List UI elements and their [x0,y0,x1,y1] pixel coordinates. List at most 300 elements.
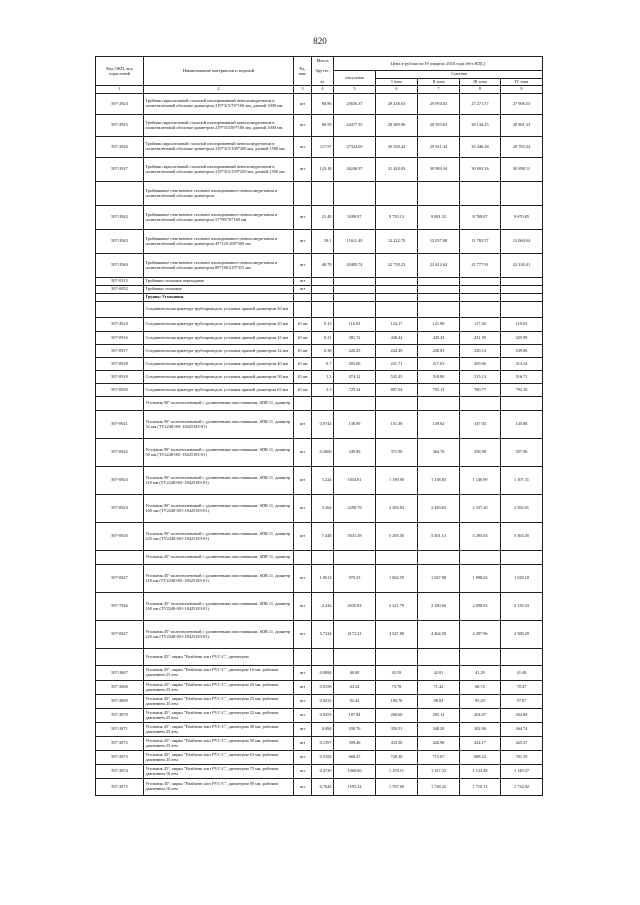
row-unit: шт [294,666,312,681]
table-row [96,551,543,565]
row-mass: 0.0744 [312,411,334,439]
row-name: Тройниковое ответвление стальное изолированное пенополиуретаном в полиэтиленовой оболочке диаметром 45*125/108*200 мм [144,230,294,254]
row-price-zone-3: 688.22 [460,751,501,765]
row-price-opt: 330.76 [334,723,376,737]
row-price-zone-3: 431.59 [460,332,501,345]
row-price-zone-4: 425.37 [501,737,543,751]
row-code: 507-2870 [96,709,144,723]
header-opt: отпускная [334,71,376,86]
row-price-opt [334,649,376,666]
table-row [96,137,543,158]
row-code: 507-2926 [96,137,144,158]
row-price-zone-2: 9 681.52 [418,206,460,230]
row-code: 507-2874 [96,765,144,779]
row-price-zone-2: 348.20 [418,723,460,737]
row-code: 507-2924 [96,94,144,115]
row-name: Соединительная арматура трубопроводов: угольник прямой диаметром 50 мм [144,371,294,384]
row-code: 507-2927 [96,158,144,182]
row-price-zone-4: 1 028.18 [501,565,543,593]
row-price-zone-2: 1 147.33 [418,765,460,779]
row-price-zone-4: 2 139.33 [501,593,543,621]
row-code: 507-2869 [96,695,144,709]
row-price-opt: 20485.74 [334,254,376,278]
row-price-zone-3: 8 768.67 [460,206,501,230]
row-price-zone-4: 364.74 [501,723,543,737]
row-price-zone-1: 371.96 [376,439,418,467]
table-row [96,523,543,551]
row-price-zone-4 [501,302,543,318]
row-price-zone-3: 230.14 [460,345,501,358]
row-mass: 0.38 [312,345,334,358]
row-price-zone-1: 1 767.69 [376,779,418,796]
row-code: 507-2943 [96,230,144,254]
row-price-zone-1: 350.51 [376,723,418,737]
row-price-zone-1 [376,551,418,565]
row-price-opt: 203.00 [334,358,376,371]
row-price-zone-1: 206.60 [376,709,418,723]
table-row [96,495,543,523]
row-price-zone-1 [376,302,418,318]
table-row [96,332,543,345]
row-price-zone-1 [376,182,418,206]
row-price-zone-2: 22 412.62 [418,254,460,278]
row-price-zone-3: 21 777.91 [460,254,501,278]
row-code: 507-2925 [96,115,144,137]
row-price-zone-4: 70.47 [501,681,543,695]
row-price-opt: 4172.31 [334,621,376,649]
row-mass: 69.59 [312,115,334,137]
row-mass [312,397,334,411]
row-price-zone-4: 9 670.85 [501,206,543,230]
row-unit: шт [294,737,312,751]
row-name: Угольник 90° полиэтиленовый с удлиненными хвостовиками, SDR 11, диаметр 50 мм (ТУ2248-001-18425183-01) [144,439,294,467]
table-row [96,294,543,302]
row-unit: шт [294,206,312,230]
row-mass: 117.97 [312,137,334,158]
row-name: Угольник 45°, марка "Friatherm starr PVC-C", диаметром 40 мм, рабочим давлением 25 атм [144,723,294,737]
row-price-opt: 116.92 [334,318,376,332]
row-price-zone-4: 119.63 [501,318,543,332]
row-price-zone-3: 424.17 [460,737,501,751]
row-code [96,302,144,318]
row-price-zone-4: 792.16 [501,384,543,397]
row-price-zone-3: 28 144.25 [460,115,501,137]
row-code: 507-0926 [96,523,144,551]
row-price-zone-1 [376,397,418,411]
header-zone-1: I зона [376,79,418,86]
row-price-zone-4: 28 861.33 [501,115,543,137]
row-price-zone-1: 43.59 [376,666,418,681]
col-index: 4 [312,86,334,94]
table-row [96,278,543,286]
row-code: 507-2942 [96,206,144,230]
row-mass: 0.4729 [312,765,334,779]
row-price-opt: 92.44 [334,695,376,709]
row-price-zone-3: 147.04 [460,411,501,439]
row-price-zone-2: 1 748.42 [418,779,460,796]
row-mass: 29.1 [312,230,334,254]
row-price-zone-4: 22 330.41 [501,254,543,278]
row-mass [312,551,334,565]
row-price-opt: 24477.35 [334,115,376,137]
row-price-zone-3: 41.29 [460,666,501,681]
row-mass: 0.0453 [312,709,334,723]
row-code: 507-4914 [96,318,144,332]
row-price-zone-4: 2 392.91 [501,495,543,523]
row-name: Соединительная арматура трубопроводов: угольник прямой диаметром 63 мм [144,384,294,397]
row-price-opt: 2298.78 [334,495,376,523]
table-row [96,695,543,709]
row-code: 507-2872 [96,737,144,751]
row-code: 507-2875 [96,779,144,796]
row-price-opt: 381.72 [334,332,376,345]
row-code: 507-0918 [96,358,144,371]
row-name: Тройники стальные [144,286,294,294]
row-price-zone-3: 30 693.36 [460,158,501,182]
col-index: 7 [418,86,460,94]
row-price-zone-3 [460,397,501,411]
row-name: Угольник 45°, марка "Friatherm starr PVC-C", диаметром [144,649,294,666]
row-mass: 0.0233 [312,695,334,709]
row-price-zone-4: 41.48 [501,666,543,681]
row-name: Тройниковое ответвление стальное изолированное пенополиуретаном в полиэтиленовой оболочке диаметром 89*180/219*315 мм [144,254,294,278]
row-price-zone-4 [501,551,543,565]
row-mass: 0.0158 [312,681,334,695]
row-unit: шт [294,681,312,695]
row-price-zone-3 [460,649,501,666]
row-price-zone-2 [418,551,460,565]
row-price-zone-1: 438.42 [376,332,418,345]
table-row [96,318,543,332]
row-unit: шт [294,495,312,523]
row-mass: 0.084 [312,723,334,737]
row-code [96,551,144,565]
row-mass: 1.224 [312,467,334,495]
row-unit: шт [294,695,312,709]
row-price-opt: 474.12 [334,371,376,384]
row-price-zone-3: 302.96 [460,723,501,737]
row-price-opt [334,182,376,206]
row-price-zone-1: 151.38 [376,411,418,439]
page-number: 820 [313,36,327,46]
table-row [96,384,543,397]
row-mass: 0.7644 [312,779,334,796]
row-name: Угольник 90° полиэтиленовый с удлиненными хвостовиками, SDR 11, диаметр [144,397,294,411]
table-row [96,709,543,723]
row-code: 507-0921 [96,411,144,439]
col-index: 6 [376,86,418,94]
row-unit: шт [294,411,312,439]
col-index: 8 [460,86,501,94]
row-price-zone-4: 29 783.34 [501,137,543,158]
row-mass: 2.3 [312,384,334,397]
row-mass: 68.86 [312,94,334,115]
table-body [96,94,543,796]
col-index: 9 [501,86,543,94]
row-price-zone-4: 145.88 [501,411,543,439]
row-name: Соединительная арматура трубопроводов: угольник прямой диаметром 32 мм [144,345,294,358]
row-price-opt: 1060.66 [334,765,376,779]
row-price-zone-3: 95.20 [460,695,501,709]
row-mass [312,649,334,666]
row-price-zone-1: 1 189.90 [376,467,418,495]
row-name: Угольник 90° полиэтиленовый с удлиненными хвостовиками, SDR 11, диаметр 225 мм (ТУ2248-001-18425183-01) [144,523,294,551]
row-name: Угольник 45°, марка "Friatherm starr PVC-C", диаметром 75 мм, рабочим давлением 16 атм [144,765,294,779]
row-name: Угольник 90° полиэтиленовый с удлиненными хвостовиками, SDR 11, диаметр 110 мм (ТУ2248-001-18425183-01) [144,467,294,495]
row-name: Угольник 45° полиэтиленовый с удлиненными хвостовиками, SDR 11, диаметр 225 мм (ТУ2248-001-18425183-03) [144,621,294,649]
table-row [96,666,543,681]
row-mass: 0.0084 [312,666,334,681]
table-row [96,397,543,411]
row-name: Угольник 45°, марка "Friatherm starr PVC-C", диаметром 32 мм, рабочим давлением 25 атм [144,709,294,723]
row-name: Угольник 45° полиэтиленовый с удлиненными хвостовиками, SDR 11, диаметр 160 мм (ТУ2248-001-18425183-01) [144,593,294,621]
header-zone-3: III зона [460,79,501,86]
table-row [96,371,543,384]
table-row [96,737,543,751]
row-unit: шт [294,115,312,137]
row-price-zone-2: 1 047.98 [418,565,460,593]
row-code: 507-0927 [96,565,144,593]
row-name: Тройник параллельный стальной изолированный пенополиуретаном в полиэтиленовой оболочке диаметром 219*315/76*160 мм, длиной 1000 мм [144,94,294,115]
row-price-opt: 349.89 [334,439,376,467]
row-price-zone-2: 4 464.50 [418,621,460,649]
row-price-zone-4: 239.86 [501,345,543,358]
row-mass: 0.1397 [312,737,334,751]
row-price-opt: 668.25 [334,751,376,765]
table-row [96,681,543,695]
row-price-opt: 1593.34 [334,779,376,796]
row-unit: 10 шт [294,332,312,345]
row-unit [294,649,312,666]
row-mass: 3.264 [312,495,334,523]
row-unit [294,302,312,318]
row-price-zone-4: 30 898.11 [501,158,543,182]
table-row [96,751,543,765]
table-row [96,593,543,621]
row-price-zone-2: 71.42 [418,681,460,695]
price-table [95,56,543,796]
row-unit: шт [294,709,312,723]
table-row [96,302,543,318]
row-mass: 0.21 [312,332,334,345]
row-price-opt: 27324.65 [334,137,376,158]
row-unit: шт [294,278,312,286]
row-mass: 2.244 [312,593,334,621]
row-price-opt: 64.34 [334,681,376,695]
row-price-zone-2: 445.43 [418,332,460,345]
row-price-zone-3: 5 295.04 [460,523,501,551]
row-price-opt: 138.89 [334,411,376,439]
row-code: 507-0920 [96,384,144,397]
row-price-zone-2: 28 593.63 [418,115,460,137]
row-code: 507-0922 [96,439,144,467]
row-price-zone-1: 728.30 [376,751,418,765]
row-price-opt: 11611.49 [334,230,376,254]
header-mass-line2: брутто, [315,68,330,74]
table-row [96,565,543,593]
row-code [96,182,144,206]
row-name: Угольник 45° полиэтиленовый с удлиненными хвостовиками, SDR 11, диаметр [144,551,294,565]
row-price-zone-1: 28 389.96 [376,115,418,137]
row-mass: 48.78 [312,254,334,278]
row-price-zone-4 [501,294,543,302]
row-price-zone-2 [418,278,460,286]
row-mass [312,182,334,206]
row-unit: шт [294,723,312,737]
table-row [96,411,543,439]
row-price-zone-4 [501,397,543,411]
row-price-zone-2 [418,294,460,302]
table-row [96,182,543,206]
row-price-zone-1: 73.78 [376,681,418,695]
row-price-opt [334,302,376,318]
row-price-opt [334,278,376,286]
row-price-zone-2: 30 989.34 [418,158,460,182]
col-index: 3 [294,86,312,94]
col-index: 1 [96,86,144,94]
header-zone-4: IV зона [501,79,543,86]
table-row [96,115,543,137]
table-row [96,765,543,779]
row-price-zone-3: 1 123.48 [460,765,501,779]
row-price-zone-4 [501,286,543,294]
table-row [96,649,543,666]
row-price-zone-2: 12 057.98 [418,230,460,254]
row-price-zone-1: 244.49 [376,345,418,358]
row-price-opt [334,551,376,565]
row-name: Соединительная арматура трубопроводов: угольник прямой диаметром 20 мм [144,318,294,332]
row-price-zone-3: 2 098.03 [460,593,501,621]
row-name: Угольник 45°, марка "Friatherm starr PVC-C", диаметром 90 мм, рабочим давлением 16 атм [144,779,294,796]
row-mass: 21.48 [312,206,334,230]
row-price-zone-1: 4 547.80 [376,621,418,649]
row-price-zone-3: 204.07 [460,709,501,723]
row-price-opt: 26246.97 [334,158,376,182]
row-unit [294,397,312,411]
row-price-zone-3: 68.72 [460,681,501,695]
row-price-zone-3 [460,278,501,286]
row-unit [294,182,312,206]
row-price-zone-3: 209.06 [460,358,501,371]
table-row [96,467,543,495]
row-price-opt: 5031.38 [334,523,376,551]
row-price-zone-1: 5 293.56 [376,523,418,551]
header-mass-line3: кг [320,78,325,84]
row-price-zone-2 [418,397,460,411]
table-row [96,779,543,796]
row-price-zone-1 [376,649,418,666]
row-price-zone-4: 1 149.27 [501,765,543,779]
row-code: 507-0313 [96,278,144,286]
row-price-zone-1: 29 438.63 [376,94,418,115]
table-row [96,94,543,115]
header-mass [312,57,334,86]
row-price-zone-2: 364.76 [418,439,460,467]
row-name: Угольник 90° полиэтиленовый с удлиненными хвостовиками, SDR 11, диаметр 160 мм (ТУ2248-001-18425183-01) [144,495,294,523]
row-mass [312,278,334,286]
row-code: 507-0924 [96,495,144,523]
row-price-opt: 1054.91 [334,467,376,495]
col-index: 5 [334,86,376,94]
row-code: 507-2944 [96,254,144,278]
row-name: Угольник 45°, марка "Friatherm starr PVC-C", диаметром 25 мм, рабочим давлением 25 атм [144,695,294,709]
row-name: Соединительная арматура трубопроводов: угольник прямой диаметром 20 мм [144,302,294,318]
row-unit: шт [294,621,312,649]
header-index-row [96,86,543,94]
row-price-zone-1: 30 330.42 [376,137,418,158]
row-price-zone-3 [460,286,501,294]
row-name: Группа: Угольники [144,294,294,302]
col-index: 2 [144,86,294,94]
row-code: 507-2871 [96,723,144,737]
row-price-zone-4: 204.88 [501,709,543,723]
row-price-zone-3: 27 271.57 [460,94,501,115]
table-row [96,286,543,294]
row-name: Тройниковое ответвление стальное изолированное пенополиуретаном в полиэтиленовой оболочке диаметром 57*89/76*160 мм [144,206,294,230]
row-price-zone-2: 121.88 [418,318,460,332]
row-unit: шт [294,286,312,294]
row-code: 507-0927 [96,621,144,649]
table-row [96,254,543,278]
row-price-zone-4: 425.99 [501,332,543,345]
row-price-zone-4: 27 906.53 [501,94,543,115]
row-price-zone-2: 715.07 [418,751,460,765]
row-price-zone-3: 358.98 [460,439,501,467]
row-price-zone-3: 760.77 [460,384,501,397]
header-smet: Сметная [376,71,543,79]
row-price-zone-2: 29 921.44 [418,137,460,158]
row-price-zone-2 [418,649,460,666]
row-mass: 0.2606 [312,439,334,467]
row-price-opt: 187.84 [334,709,376,723]
row-code: 507-0923 [96,467,144,495]
row-price-zone-2: 217.63 [418,358,460,371]
row-price-zone-2 [418,302,460,318]
row-unit: 10 шт [294,358,312,371]
row-name: Соединительная арматура трубопроводов: угольник прямой диаметром 25 мм [144,332,294,345]
row-price-zone-2: 205.14 [418,709,460,723]
row-unit: шт [294,94,312,115]
row-name: Угольник 45°, марка "Friatherm starr PVC-C", диаметром 63 мм, рабочим давлением 25 атм [144,751,294,765]
table-row [96,621,543,649]
table-row [96,439,543,467]
row-price-zone-4 [501,649,543,666]
row-price-zone-1: 2 394.83 [376,495,418,523]
row-price-zone-1: 124.17 [376,318,418,332]
table-row [96,230,543,254]
row-price-zone-3: 1 998.62 [460,565,501,593]
row-code: 507-2868 [96,681,144,695]
row-code: 507-2873 [96,751,144,765]
row-unit: шт [294,751,312,765]
row-unit: шт [294,779,312,796]
header-code: Код ОКП, код отраслевой [96,57,144,86]
row-price-zone-3: 117.26 [460,318,501,332]
row-price-zone-3: 1 710.13 [460,779,501,796]
row-mass: 1.3 [312,371,334,384]
row-name: Угольник 45°, марка "Friatherm starr PVC-C", диаметром 16 мм, рабочим давлением 25 атм [144,666,294,681]
row-price-zone-1: 433.38 [376,737,418,751]
row-price-zone-3 [460,551,501,565]
row-price-zone-2: 240.83 [418,345,460,358]
table-row [96,345,543,358]
row-price-zone-1: 100.76 [376,695,418,709]
row-unit: шт [294,593,312,621]
row-price-opt [334,294,376,302]
row-price-zone-2 [418,182,460,206]
row-price-zone-2: 98.04 [418,695,460,709]
table-row [96,358,543,371]
